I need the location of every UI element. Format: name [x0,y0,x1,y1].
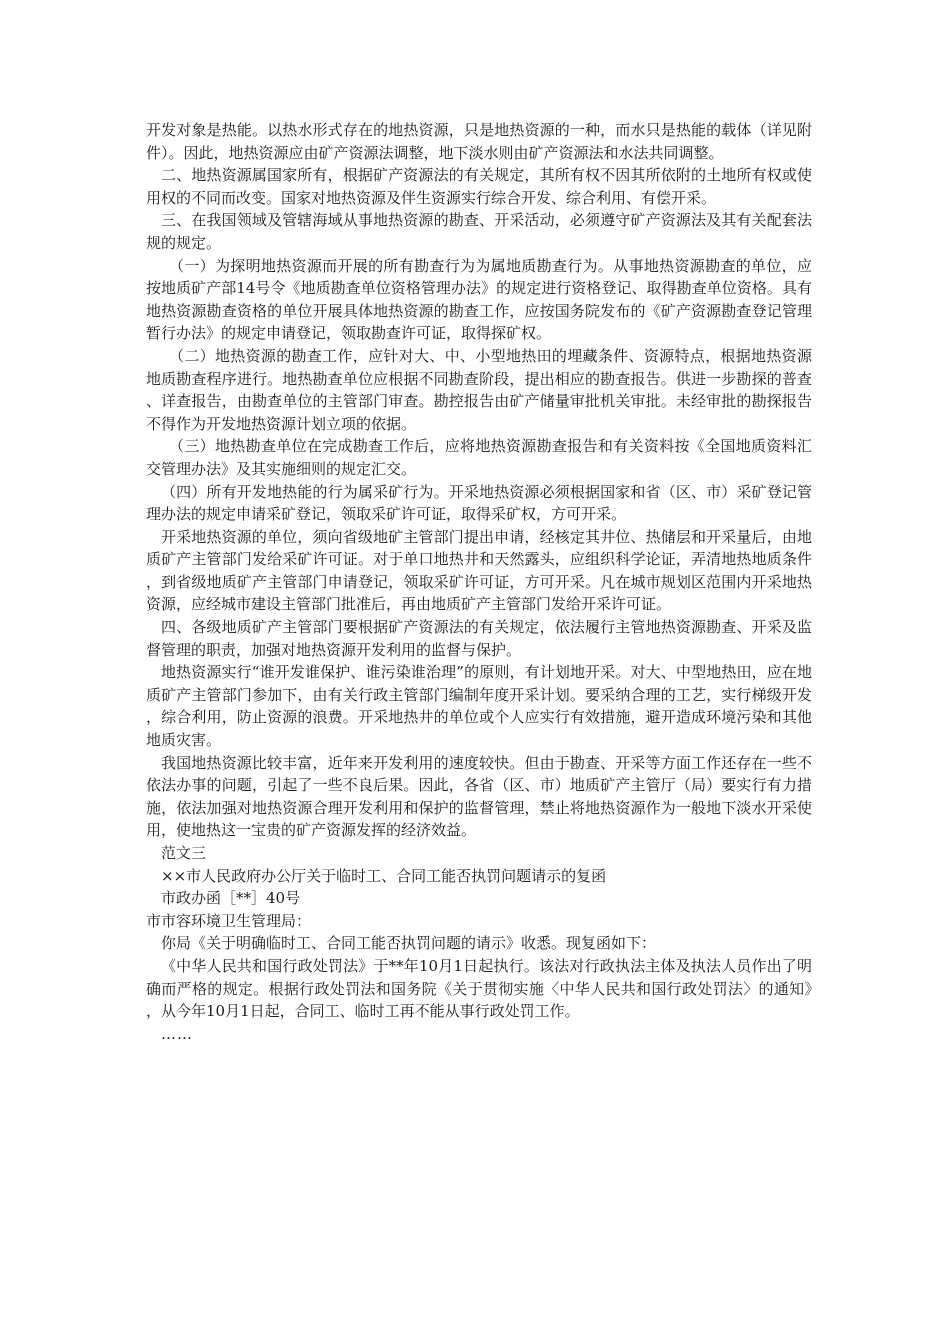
paragraph-continuation: 开发对象是热能。以热水形式存在的地热资源，只是地热资源的一种，而水只是热能的载体（详见附件）。因此，地热资源应由矿产资源法调整，地下淡水则由矿产资源法和水法共同调整。 [146,121,812,162]
paragraph-principle: 地热资源实行“谁开发谁保护、谁污染谁治理”的原则，有计划地开采。对大、中型地热田，应在地质矿产主管部门参加下，由有关行政主管部门编制年度开采计划。要采纳合理的工艺，实行梯级开发，综合利用，防止资源的浪费。开采地热井的单位或个人应实行有效措施，避开造成环境污染和其他地质灾害。 [146,663,812,750]
paragraph-conclusion: 我国地热资源比较丰富，近年来开发利用的速度较快。但由于勘查、开采等方面工作还存在一些不依法办事的问题，引起了一些不良后果。因此，各省（区、市）地质矿产主管厅（局）要实行有力措施，依法加强对地热资源合理开发利用和保护的监督管理，禁止将地热资源作为一般地下淡水开采使用，使地热这一宝贵的矿产资源发挥的经济效益。 [146,753,812,840]
sample-heading: 范文三 [161,844,207,862]
paragraph-section-two: 二、地热资源属国家所有，根据矿产资源法的有关规定，其所有权不因其所依附的土地所有权或使用权的不同而改变。国家对地热资源及伴生资源实行综合开发、综合利用、有偿开采。 [146,166,812,207]
paragraph-item-three: （三）地热勘查单位在完成勘查工作后，应将地热资源勘查报告和有关资料按《全国地质资料汇交管理办法》及其实施细则的规定汇交。 [146,437,812,478]
document-body [146,119,812,1045]
paragraph-section-four: 四、各级地质矿产主管部门要根据矿产资源法的有关规定，依法履行主管地热资源勘查、开采及监督管理的职责，加强对地热资源开发利用的监督与保护。 [146,618,812,659]
letter-recipient: 市市容环境卫生管理局： [146,911,312,930]
paragraph-item-one: （一）为探明地热资源而开展的所有勘查行为为属地质勘查行为。从事地热资源勘查的单位，应按地质矿产部14号令《地质勘查单位资格管理办法》的规定进行资格登记、取得勘查单位资格。具有地热资源勘查资格的单位开展具体地热资源的勘查工作，应按国务院发布的《矿产资源勘查登记管理暂行办法》的规定申请登记，领取勘查许可证，取得探矿权。 [146,256,812,343]
document-number: 市政办函［**］40号 [161,889,301,908]
ellipsis: …… [161,1024,193,1043]
letter-title: ××市人民政府办公厅关于临时工、合同工能否执罚问题请示的复函 [161,866,607,885]
paragraph-item-four: （四）所有开发地热能的行为属采矿行为。开采地热资源必须根据国家和省（区、市）采矿登记管理办法的规定申请采矿登记，领取采矿许可证，取得采矿权，方可开采。 [146,482,812,524]
paragraph-item-two: （二）地热资源的勘查工作，应针对大、中、小型地热田的埋藏条件、资源特点，根据地热资源地质勘查程序进行。地热勘查单位应根据不同勘查阶段，提出相应的勘查报告。供进一步勘探的普查、详查报告，由勘查单位的主管部门审查。勘控报告由矿产储量审批机关审批。未经审批的勘探报告不得作为开发地热资源计划立项的依据。 [146,346,812,433]
letter-opening: 你局《关于明确临时工、合同工能否执罚问题的请示》收悉。现复函如下： [161,934,657,953]
paragraph-mining-units: 开采地热资源的单位，须向省级地矿主管部门提出申请，经核定其井位、热储层和开采量后，由地质矿产主管部门发给采矿许可证。对于单口地热井和天然露头，应组织科学论证，弄清地热地质条件，到省级地质矿产主管部门申请登记，领取采矿许可证，方可开采。凡在城市规划区范围内开采地热资源，应经城市建设主管部门批准后，再由地质矿产主管部门发给开采许可证。 [146,527,812,614]
letter-body: 《中华人民共和国行政处罚法》于**年10月1日起执行。该法对行政执法主体及执法人员作出了明确而严格的规定。根据行政处罚法和国务院《关于贯彻实施〈中华人民共和国行政处罚法〉的通知》，从今年10月1日起，合同工、临时工再不能从事行政处罚工作。 [146,956,812,1021]
paragraph-section-three: 三、在我国领域及管辖海域从事地热资源的勘查、开采活动，必须遵守矿产资源法及其有关配套法规的规定。 [146,211,812,252]
